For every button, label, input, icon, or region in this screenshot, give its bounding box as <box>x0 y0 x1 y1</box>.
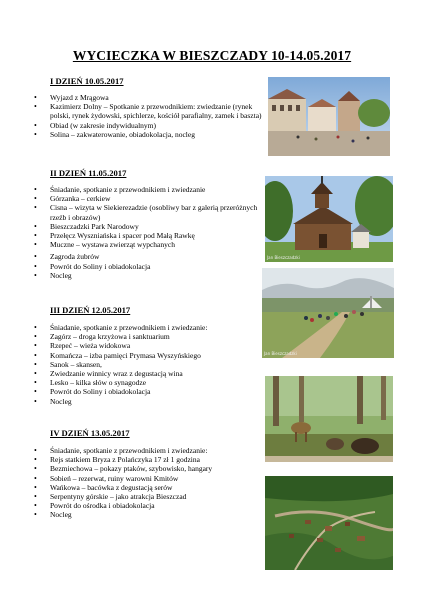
list-item: • Bezmiechowa – pokazy ptaków, szybowisko, hangary <box>34 464 264 473</box>
day-2-list <box>34 185 264 280</box>
list-item: • Śniadanie, spotkanie z przewodnikiem i zwiedzanie: <box>34 446 264 455</box>
list-item: • Śniadanie, spotkanie z przewodnikiem i zwiedzanie <box>34 185 264 194</box>
list-item: • Zagroda żubrów <box>34 252 264 261</box>
list-item: • Rejs statkiem Bryza z Polańczyka 17 zł 1 godzina <box>34 455 264 464</box>
day-3-heading: III DZIEŃ 12.05.2017 <box>50 305 131 315</box>
list-item: • Muczne – wystawa zwierząt wypchanych <box>34 240 264 249</box>
stuffed-animals-exhibit-photo <box>265 376 393 462</box>
list-item: • Powrót do Soliny i obiadokolacja <box>34 387 264 396</box>
day-4-heading: IV DZIEŃ 13.05.2017 <box>50 428 130 438</box>
list-item: • Kazimierz Dolny – Spotkanie z przewodnikiem: zwiedzanie (rynek polski, rynek żydowski, spichlerze, kościół parafialny, zamek i baszta) <box>34 102 264 120</box>
list-item: • Śniadanie, spotkanie z przewodnikiem i zwiedzanie: <box>34 323 264 332</box>
list-item: • Bieszczadzki Park Narodowy <box>34 222 264 231</box>
list-item: • Obiad (w zakresie indywidualnym) <box>34 121 264 130</box>
list-item: • Wyjazd z Mrągowa <box>34 93 264 102</box>
list-item: • Wańkowa – bacówka z degustacją serów <box>34 483 264 492</box>
wooden-church-photo: Jan Bieszczadzki <box>265 176 393 262</box>
list-item: • Nocleg <box>34 397 264 406</box>
list-item: • Serpentyny górskie – jako atrakcja Bieszczad <box>34 492 264 501</box>
list-item: • Zwiedzanie winnicy wraz z degustacją wina <box>34 369 264 378</box>
list-item: • Lesko – kilka słów o synagodze <box>34 378 264 387</box>
day-4-list <box>34 446 264 520</box>
list-item: • Komańcza – izba pamięci Prymasa Wyszyńskiego <box>34 351 264 360</box>
day-1-list <box>34 93 264 139</box>
day-3-list <box>34 323 264 406</box>
town-square-photo <box>268 77 390 156</box>
list-item: • Przełęcz Wyszniańska i spacer pod Małą Rawkę <box>34 231 264 240</box>
list-item: • Sanok – skansen, <box>34 360 264 369</box>
list-item: • Rzepeć – wieża widokowa <box>34 341 264 350</box>
list-item: • Nocleg <box>34 510 264 519</box>
day-2-heading: II DZIEŃ 11.05.2017 <box>50 168 127 178</box>
list-item: • Solina – zakwaterowanie, obiadokolacja, nocleg <box>34 130 264 139</box>
list-item: • Sobień – rezerwat, ruiny warowni Kmitów <box>34 474 264 483</box>
list-item: • Nocleg <box>34 271 264 280</box>
list-item: • Powrót do ośrodka i obiadokolacja <box>34 501 264 510</box>
list-item: • Cisna – wizyta w Siekierezadzie (osobliwy bar z galerią przeróżnych rzeźb i obrazów) <box>34 203 264 221</box>
page-title: WYCIECZKA W BIESZCZADY 10-14.05.2017 <box>72 48 352 63</box>
list-item: • Zagórz – droga krzyżowa i sanktuarium <box>34 332 264 341</box>
mountain-trail-photo: Jan Bieszczadzki <box>262 268 394 358</box>
day-1-heading: I DZIEŃ 10.05.2017 <box>50 76 124 86</box>
list-item: • Powrót do Soliny i obiadokolacja <box>34 262 264 271</box>
list-item: • Górzanka – cerkiew <box>34 194 264 203</box>
aerial-open-air-museum-photo <box>265 476 393 570</box>
